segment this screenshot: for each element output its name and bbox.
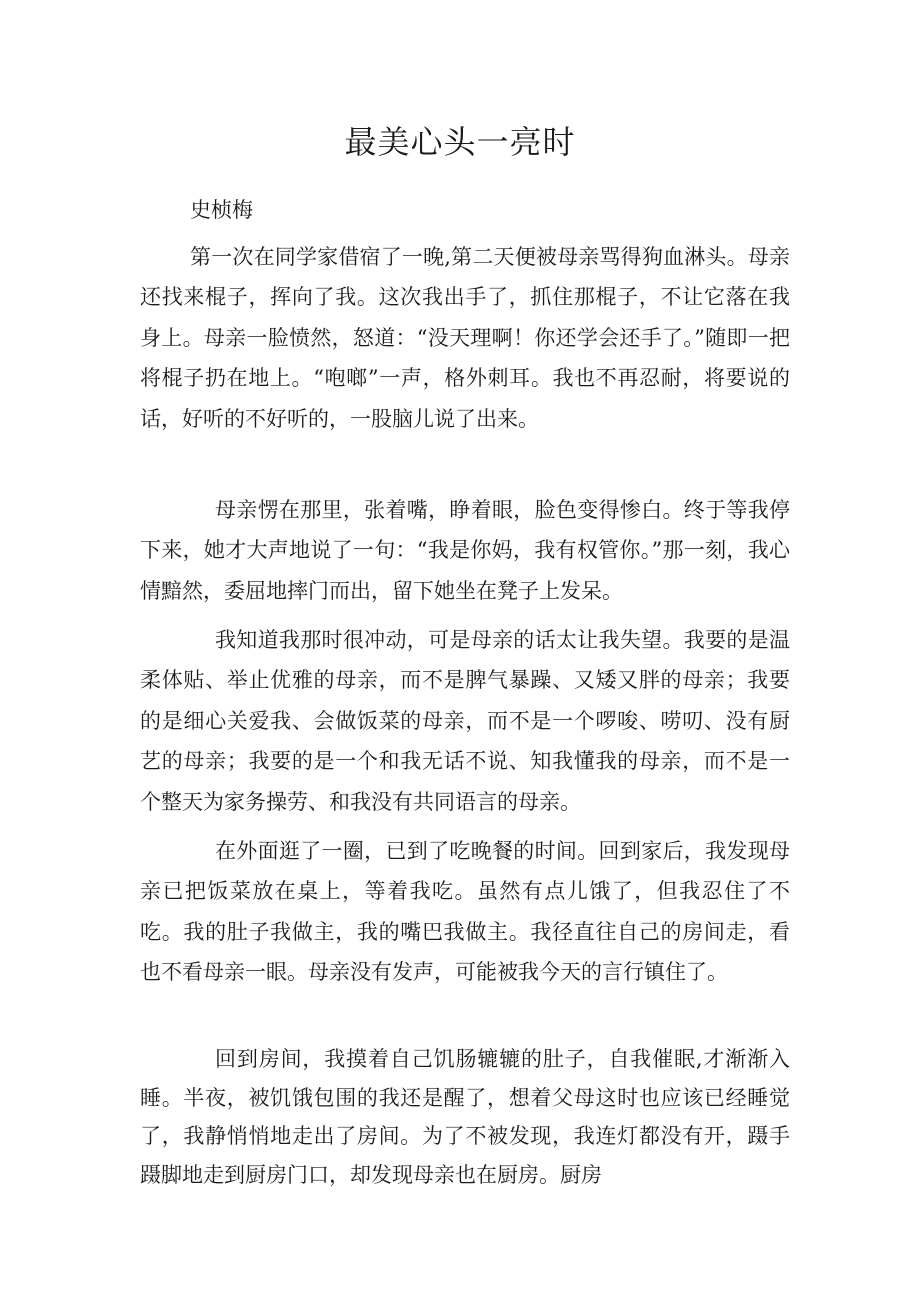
author-name: 史桢梅 <box>190 198 253 222</box>
paragraph-4: 在外面逛了一圈，已到了吃晚餐的时间。回到家后，我发现母亲已把饭菜放在桌上，等着我吃。虽然有点儿饿了，但我忍住了不吃。我的肚子我做主，我的嘴巴我做主。我径直往自己的房间走，看也不看母亲一眼。母亲没有发声，可能被我今天的言行镇住了。 <box>140 839 790 985</box>
paragraph-1: 第一次在同学家借宿了一晚,第二天便被母亲骂得狗血淋头。母亲还找来棍子，挥向了我。这次我出手了，抓住那棍子，不让它落在我身上。母亲一脸愤然，怒道：“没天理啊！你还学会还手了。”随即一把将棍子扔在地上。“咆啷”一声，格外刺耳。我也不再忍耐，将要说的话，好听的不好听的，一股脑儿说了出来。 <box>140 245 790 431</box>
paragraph-3: 我知道我那时很冲动，可是母亲的话太让我失望。我要的是温柔体贴、举止优雅的母亲，而不是脾气暴躁、又矮又胖的母亲；我要的是细心关爱我、会做饭菜的母亲，而不是一个啰唆、唠叨、没有厨艺的母亲；我要的是一个和我无话不说、知我懂我的母亲，而不是一个整天为家务操劳、和我没有共同语言的母亲。 <box>140 628 790 814</box>
paragraph-5: 回到房间，我摸着自己饥肠辘辘的肚子，自我催眠,才渐渐入睡。半夜，被饥饿包围的我还是醒了，想着父母这时也应该已经睡觉了，我静悄悄地走出了房间。为了不被发现，我连灯都没有开，蹑手蹑脚地走到厨房门口，却发现母亲也在厨房。厨房 <box>140 1047 790 1187</box>
document-title: 最美心头一亮时 <box>344 123 576 161</box>
paragraph-2: 母亲愣在那里，张着嘴，睁着眼，脸色变得惨白。终于等我停下来，她才大声地说了一句：“我是你妈，我有权管你。”那一刻，我心情黯然，委屈地摔门而出，留下她坐在凳子上发呆。 <box>140 498 790 603</box>
